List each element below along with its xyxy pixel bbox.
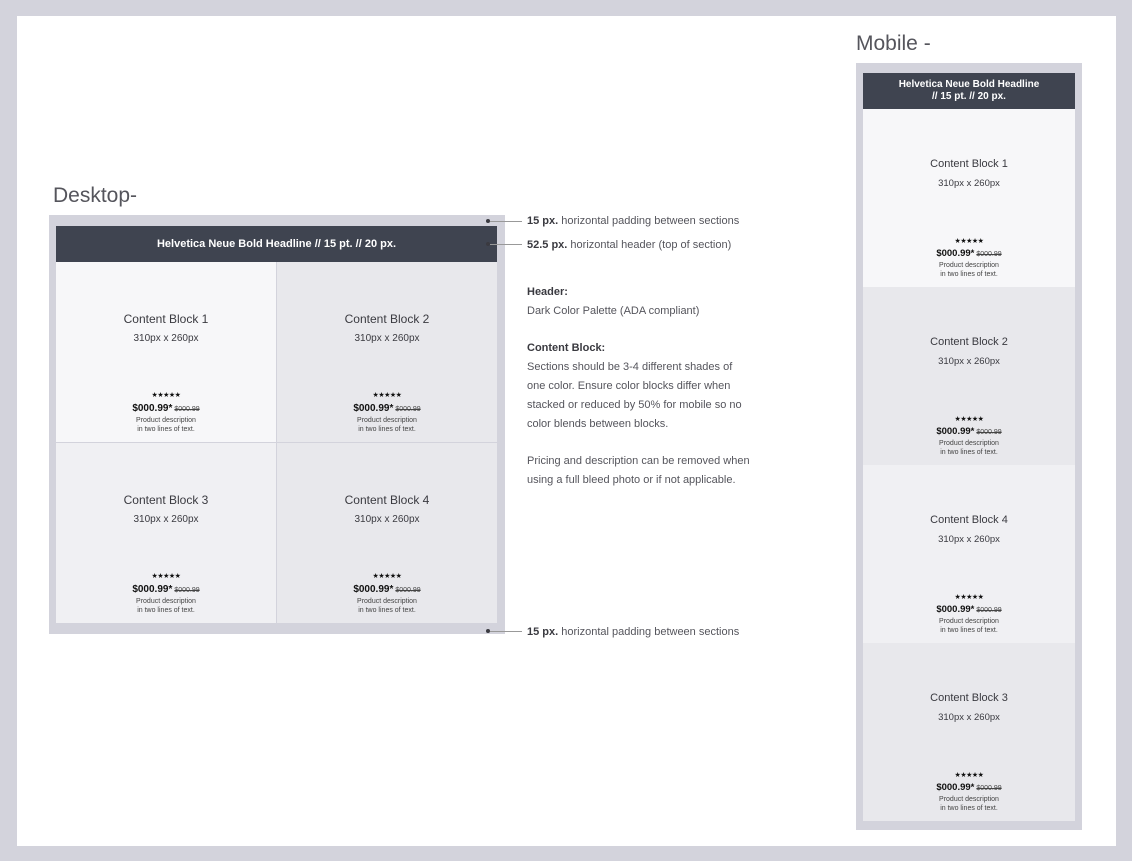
block-price [863,782,1075,793]
block-description [863,439,1075,457]
mobile-header-line-2: // 15 pt. // 20 px. [932,91,1006,102]
desc-line-1: Product description [939,440,999,447]
price-old: $000.99 [976,785,1002,792]
block-size: 310px x 260px [938,534,1000,545]
rating-stars-icon: ★★★★★ [372,573,402,580]
block-size: 310px x 260px [938,712,1000,723]
block-price [863,604,1075,615]
desc-line-1: Product description [939,618,999,625]
block-size: 310px x 260px [133,333,199,344]
notes-block-title: Content Block: [527,342,606,354]
desc-line-2: in two lines of text. [940,449,998,456]
desc-line-2: in two lines of text. [358,607,416,614]
desc-line-2: in two lines of text. [137,607,195,614]
desc-line-2: in two lines of text. [358,426,416,433]
price-current: $000.99* [936,426,975,437]
notes-pricing-line: Pricing and description can be removed when [527,455,750,467]
price-old: $000.99 [174,406,200,413]
desc-line-1: Product description [136,598,196,605]
block-title: Content Block 1 [123,312,209,326]
annotation-bottom-padding [527,626,739,638]
block-description [863,795,1075,813]
block-size: 310px x 260px [133,514,199,525]
price-old: $000.99 [395,587,421,594]
desktop-label: Desktop- [53,184,138,207]
desktop-content-block-3 [56,443,276,623]
annotation-top-padding [527,215,739,227]
block-title: Content Block 2 [930,336,1008,348]
notes-block-line: one color. Ensure color blocks differ when [527,380,731,392]
desktop-header: Helvetica Neue Bold Headline // 15 pt. // 20 px. [56,226,497,262]
desc-line-2: in two lines of text. [940,627,998,634]
block-title: Content Block 3 [930,692,1008,704]
block-description [56,416,276,434]
annotation-desc: horizontal padding between sections [561,215,740,227]
desc-line-2: in two lines of text. [940,805,998,812]
rating-stars-icon: ★★★★★ [151,573,181,580]
block-price [56,403,276,414]
mobile-content-block-2 [863,287,1075,465]
rating-stars-icon: ★★★★★ [954,238,984,245]
rating-stars-icon: ★★★★★ [151,392,181,399]
mobile-header [863,73,1075,109]
desc-line-1: Product description [357,417,417,424]
notes-block-line: Sections should be 3-4 different shades of [527,361,733,373]
annotation-value: 15 px. [527,215,559,227]
notes-header-title: Header: [527,286,568,298]
block-size: 310px x 260px [354,333,420,344]
notes-block-line: color blends between blocks. [527,418,669,430]
notes-block-line: stacked or reduced by 50% for mobile so no [527,399,742,411]
block-title: Content Block 4 [930,514,1008,526]
block-description [277,597,497,615]
mobile-content-block-4 [863,465,1075,643]
rating-stars-icon: ★★★★★ [954,416,984,423]
block-price [277,403,497,414]
mobile-content-block-1 [863,109,1075,287]
block-title: Content Block 2 [344,312,430,326]
notes-header-text: Dark Color Palette (ADA compliant) [527,305,700,317]
block-price [863,248,1075,259]
desktop-content-block-2 [277,262,497,442]
desc-line-1: Product description [357,598,417,605]
block-price [277,584,497,595]
block-description [56,597,276,615]
annotation-line-header [490,244,522,245]
block-title: Content Block 3 [123,493,209,507]
price-current: $000.99* [353,403,394,414]
price-old: $000.99 [976,607,1002,614]
desc-line-1: Product description [939,796,999,803]
block-price [863,426,1075,437]
mobile-content-block-3 [863,643,1075,821]
block-title: Content Block 4 [344,493,430,507]
block-price [56,584,276,595]
annotation-value: 15 px. [527,626,559,638]
annotation-desc: horizontal header (top of section) [570,239,732,251]
rating-stars-icon: ★★★★★ [954,772,984,779]
annotation-header-height [527,239,731,251]
notes-pricing-line: using a full bleed photo or if not applicable. [527,474,736,486]
desc-line-1: Product description [136,417,196,424]
price-old: $000.99 [395,406,421,413]
price-current: $000.99* [353,584,394,595]
mobile-header-line-1: Helvetica Neue Bold Headline [898,79,1040,90]
price-old: $000.99 [174,587,200,594]
rating-stars-icon: ★★★★★ [372,392,402,399]
desc-line-1: Product description [939,262,999,269]
price-current: $000.99* [132,403,173,414]
block-title: Content Block 1 [930,158,1008,170]
mobile-label: Mobile - [856,32,931,55]
annotation-line-top [490,221,522,222]
block-description [863,261,1075,279]
mobile-frame [856,63,1082,830]
price-current: $000.99* [936,782,975,793]
desktop-frame [49,215,505,634]
block-size: 310px x 260px [938,178,1000,189]
block-size: 310px x 260px [354,514,420,525]
price-current: $000.99* [132,584,173,595]
annotation-line-bottom [490,631,522,632]
rating-stars-icon: ★★★★★ [954,594,984,601]
price-current: $000.99* [936,604,975,615]
annotation-value: 52.5 px. [527,239,568,251]
block-description [863,617,1075,635]
desc-line-2: in two lines of text. [940,271,998,278]
block-size: 310px x 260px [938,356,1000,367]
desktop-content-block-4 [277,443,497,623]
design-notes [527,283,767,490]
price-current: $000.99* [936,248,975,259]
desc-line-2: in two lines of text. [137,426,195,433]
annotation-desc: horizontal padding between sections [561,626,740,638]
block-description [277,416,497,434]
price-old: $000.99 [976,429,1002,436]
desktop-content-block-1 [56,262,276,442]
price-old: $000.99 [976,251,1002,258]
